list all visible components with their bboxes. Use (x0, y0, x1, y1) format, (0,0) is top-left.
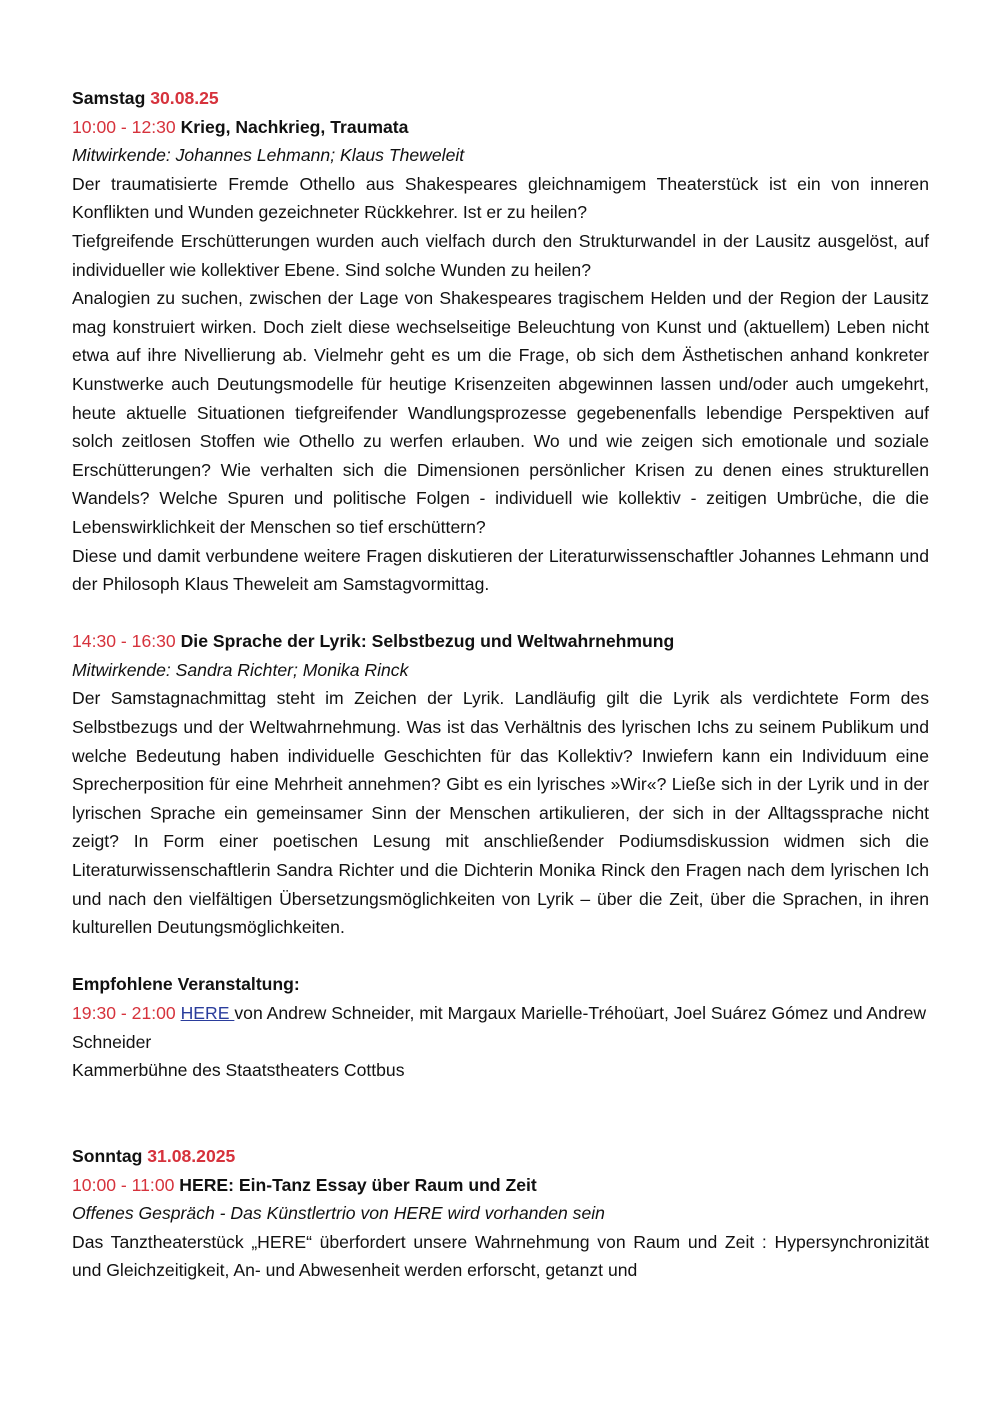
event-title: Die Sprache der Lyrik: Selbstbezug und Weltwahrnehmung (180, 631, 675, 652)
day-heading-sunday (72, 1142, 929, 1171)
event-heading-3 (72, 1171, 929, 1200)
day-date: 30.08.25 (150, 88, 219, 108)
event-paragraph: Diese und damit verbundene weitere Fragen diskutieren der Literaturwissenschaftler Johannes Lehmann und der Philosoph Klaus Theweleit am Samstagvormittag. (72, 545, 929, 595)
event-time: 14:30 - 16:30 (72, 631, 176, 652)
event-paragraph: Der traumatisierte Fremde Othello aus Shakespeares gleichnamigem Theaterstück ist ein von inneren Konflikten und Wunden gezeichneter Rückkehrer. Ist er zu heilen? (72, 173, 929, 223)
event-contributors: Mitwirkende: Johannes Lehmann; Klaus Theweleit (72, 145, 465, 166)
here-link[interactable]: HERE (180, 1003, 235, 1023)
day-date: 31.08.2025 (147, 1145, 236, 1166)
event-time: 10:00 - 11:00 (72, 1174, 175, 1195)
event-time: 10:00 - 12:30 (72, 116, 176, 137)
event-subtitle: Offenes Gespräch - Das Künstlertrio von HERE wird vorhanden sein (72, 1203, 605, 1224)
event-title: Krieg, Nachkrieg, Traumata (180, 116, 409, 137)
event-time: 19:30 - 21:00 (72, 1003, 176, 1023)
spacer (72, 599, 929, 628)
event-title: HERE: Ein-Tanz Essay über Raum und Zeit (179, 1174, 537, 1195)
day-label: Samstag (72, 88, 146, 108)
event-paragraph: Analogien zu suchen, zwischen der Lage von Shakespeares tragischem Helden und der Region der Lausitz mag konstruiert wirken. Doch zielt diese wechselseitige Beleuchtung von Kunst und (aktuellem) Leben nicht etwa auf ihre Nivellierung ab. Vielmehr geht es um die Frage, ob sich dem Ästhetischen anhand konkreter Kunstwerke auch Deutungsmodelle für heutige Krisenzeiten abgewinnen lassen und/oder auch umgekehrt, heute aktuelle Situationen tiefgreifender Wandlungsprozesse gegebenenfalls lebendige Perspektiven auf solch zeitlosen Stoffen wie Othello zu werfen erlauben. Wo und wie zeigen sich emotionale und soziale Erschütterungen? Wie verhalten sich die Dimensionen persönlicher Krisen zu denen eines strukturellen Wandels? Welche Spuren und politische Folgen - individuell wie kollektiv - zeitigen Umbrüche, die die Lebenswirklichkeit der Menschen so tief erschüttern? (72, 288, 929, 537)
event-heading-2 (72, 627, 929, 656)
spacer (72, 942, 929, 971)
event-paragraph: Der Samstagnachmittag steht im Zeichen der Lyrik. Landläufig gilt die Lyrik als verdichtete Form des Selbstbezugs und der Weltwahrnehmung. Was ist das Verhältnis des lyrischen Ichs zu seinem Publikum und welche Bedeutung haben individuelle Geschichten für das Kollektiv? Inwiefern kann ein Individuum eine Sprecherposition für eine Mehrheit annehmen? Gibt es ein lyrisches »Wir«? Ließe sich in der Lyrik und in der lyrischen Sprache ein gemeinsamer Sinn der Menschen artikulieren, der sich in der Alltagssprache nicht zeigt? In Form einer poetischen Lesung mit anschließender Podiumsdiskussion widmen sich die Literaturwissenschaftlerin Sandra Richter und die Dichterin Monika Rinck den Fragen nach dem lyrischen Ich und nach den vielfältigen Übersetzungsmöglichkeiten von Lyrik – über die Zeit, über die Sprachen, in ihren kulturellen Deutungsmöglichkeiten. (72, 688, 929, 938)
day-label: Sonntag (72, 1145, 143, 1166)
recommended-details: von Andrew Schneider, mit Margaux Marielle-Tréhoüart, Joel Suárez Gómez und Andrew Schneider (72, 1003, 927, 1052)
event-paragraph: Tiefgreifende Erschütterungen wurden auch vielfach durch den Strukturwandel in der Lausitz ausgelöst, auf individueller wie kollektiver Ebene. Sind solche Wunden zu heilen? (72, 230, 929, 280)
document-page (72, 84, 929, 1285)
recommended-event (72, 999, 929, 1056)
recommended-heading: Empfohlene Veranstaltung: (72, 974, 300, 995)
event-paragraph: Das Tanztheaterstück „HERE“ überfordert unsere Wahrnehmung von Raum und Zeit : Hypersynchronizität und Gleichzeitigkeit, An- und Abwesenheit werden erforscht, getanzt und (72, 1231, 929, 1281)
event-contributors: Mitwirkende: Sandra Richter; Monika Rinck (72, 659, 409, 680)
day-heading-saturday (72, 84, 929, 113)
recommended-venue: Kammerbühne des Staatstheaters Cottbus (72, 1060, 405, 1081)
spacer (72, 1085, 929, 1142)
event-heading-1 (72, 113, 929, 142)
